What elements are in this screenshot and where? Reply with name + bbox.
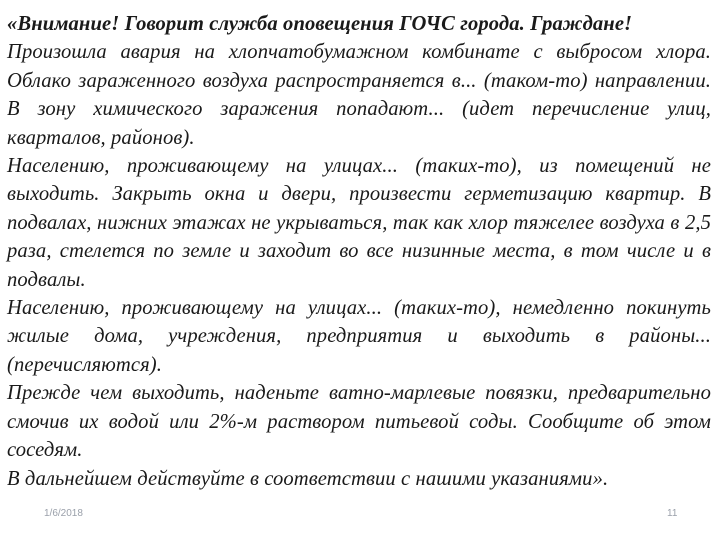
footer-page-number: 11 — [667, 508, 678, 519]
announcement-heading: «Внимание! Говорит служба оповещения ГОЧС города. Граждане! — [7, 13, 633, 35]
paragraph-protection: Прежде чем выходить, наденьте ватно-марлевые повязки, предварительно смочив их водой или 2%-м раствором питьевой соды. Сообщите об этом соседям. — [7, 382, 711, 462]
paragraph-evacuate: Населению, проживающему на улицах... (таких-то), немедленно покинуть жилые дома, учреждения, предприятия и выходить в районы... (перечисляются). — [7, 297, 711, 376]
paragraph-accident: Произошла авария на хлопчатобумажном комбинате с выбросом хлора. Облако зараженного воздуха распространяется в... (таком-то) направлении. В зону химического заражения попадают... (идет перечисление улиц, кварталов, районов). — [7, 41, 711, 149]
paragraph-stay-indoors: Населению, проживающему на улицах... (таких-то), из помещений не выходить. Закрыть окна и двери, произвести герметизацию квартир. В подвалах, нижних этажах не укрываться, так как хлор тяжелее воздуха в 2,5 раза, стелется по земле и заходит во все низинные места, в том числе и в подвалы. — [7, 155, 711, 291]
footer-date: 1/6/2018 — [44, 508, 83, 519]
announcement-text — [7, 10, 711, 493]
paragraph-further-instructions: В дальнейшем действуйте в соответствии с нашими указаниями». — [7, 467, 609, 490]
